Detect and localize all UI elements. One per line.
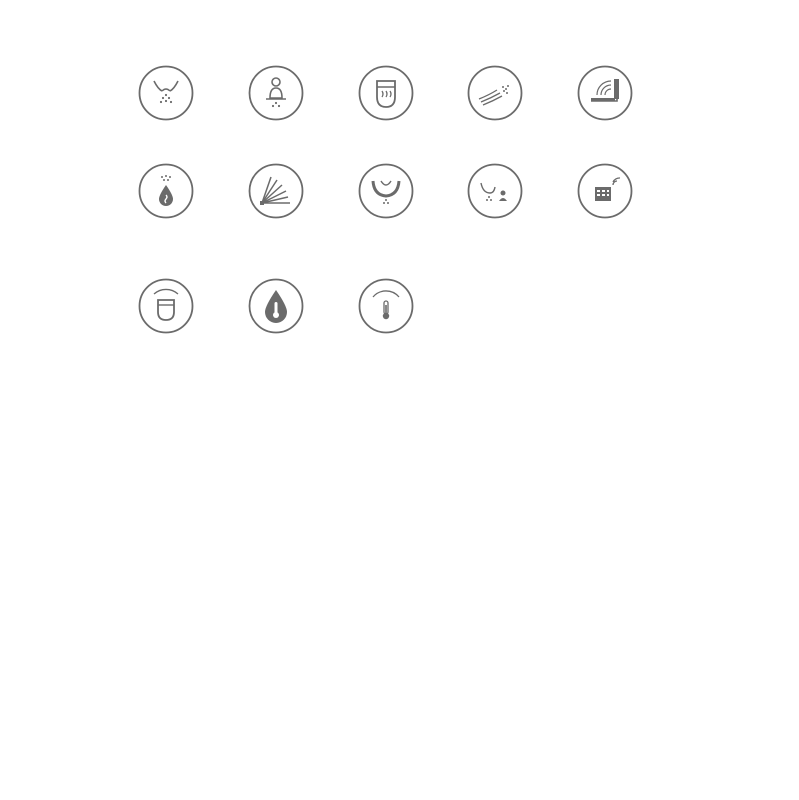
water-temp-adjusting-icon (248, 278, 304, 334)
spray-icon (138, 65, 194, 121)
feature-oscillation (327, 163, 445, 225)
feature-intelligent-knob (436, 163, 554, 225)
soft-closing-icon (248, 163, 304, 219)
feature-water-temp-adjusting (217, 278, 335, 340)
feature-soft-closing (217, 163, 335, 225)
feature-bidet (217, 65, 335, 127)
intelligent-knob-icon (467, 163, 523, 219)
feature-warm-seat (327, 65, 445, 127)
feature-seat-sensing (546, 65, 664, 127)
seat-sensing-icon (577, 65, 633, 121)
feature-warm-water-washing (107, 163, 225, 225)
air-dry-icon (467, 65, 523, 121)
seat-temp-adjusting-icon (358, 278, 414, 334)
oscillation-icon (358, 163, 414, 219)
feature-position-adjustment (107, 278, 225, 340)
feature-spray (107, 65, 225, 127)
bidet-icon (248, 65, 304, 121)
warm-seat-icon (358, 65, 414, 121)
warm-water-washing-icon (138, 163, 194, 219)
infrared-remote-control-icon (577, 163, 633, 219)
position-adjustment-icon (138, 278, 194, 334)
feature-infrared-remote-control (546, 163, 664, 225)
feature-seat-temp-adjusting (327, 278, 445, 340)
feature-air-dry (436, 65, 554, 127)
